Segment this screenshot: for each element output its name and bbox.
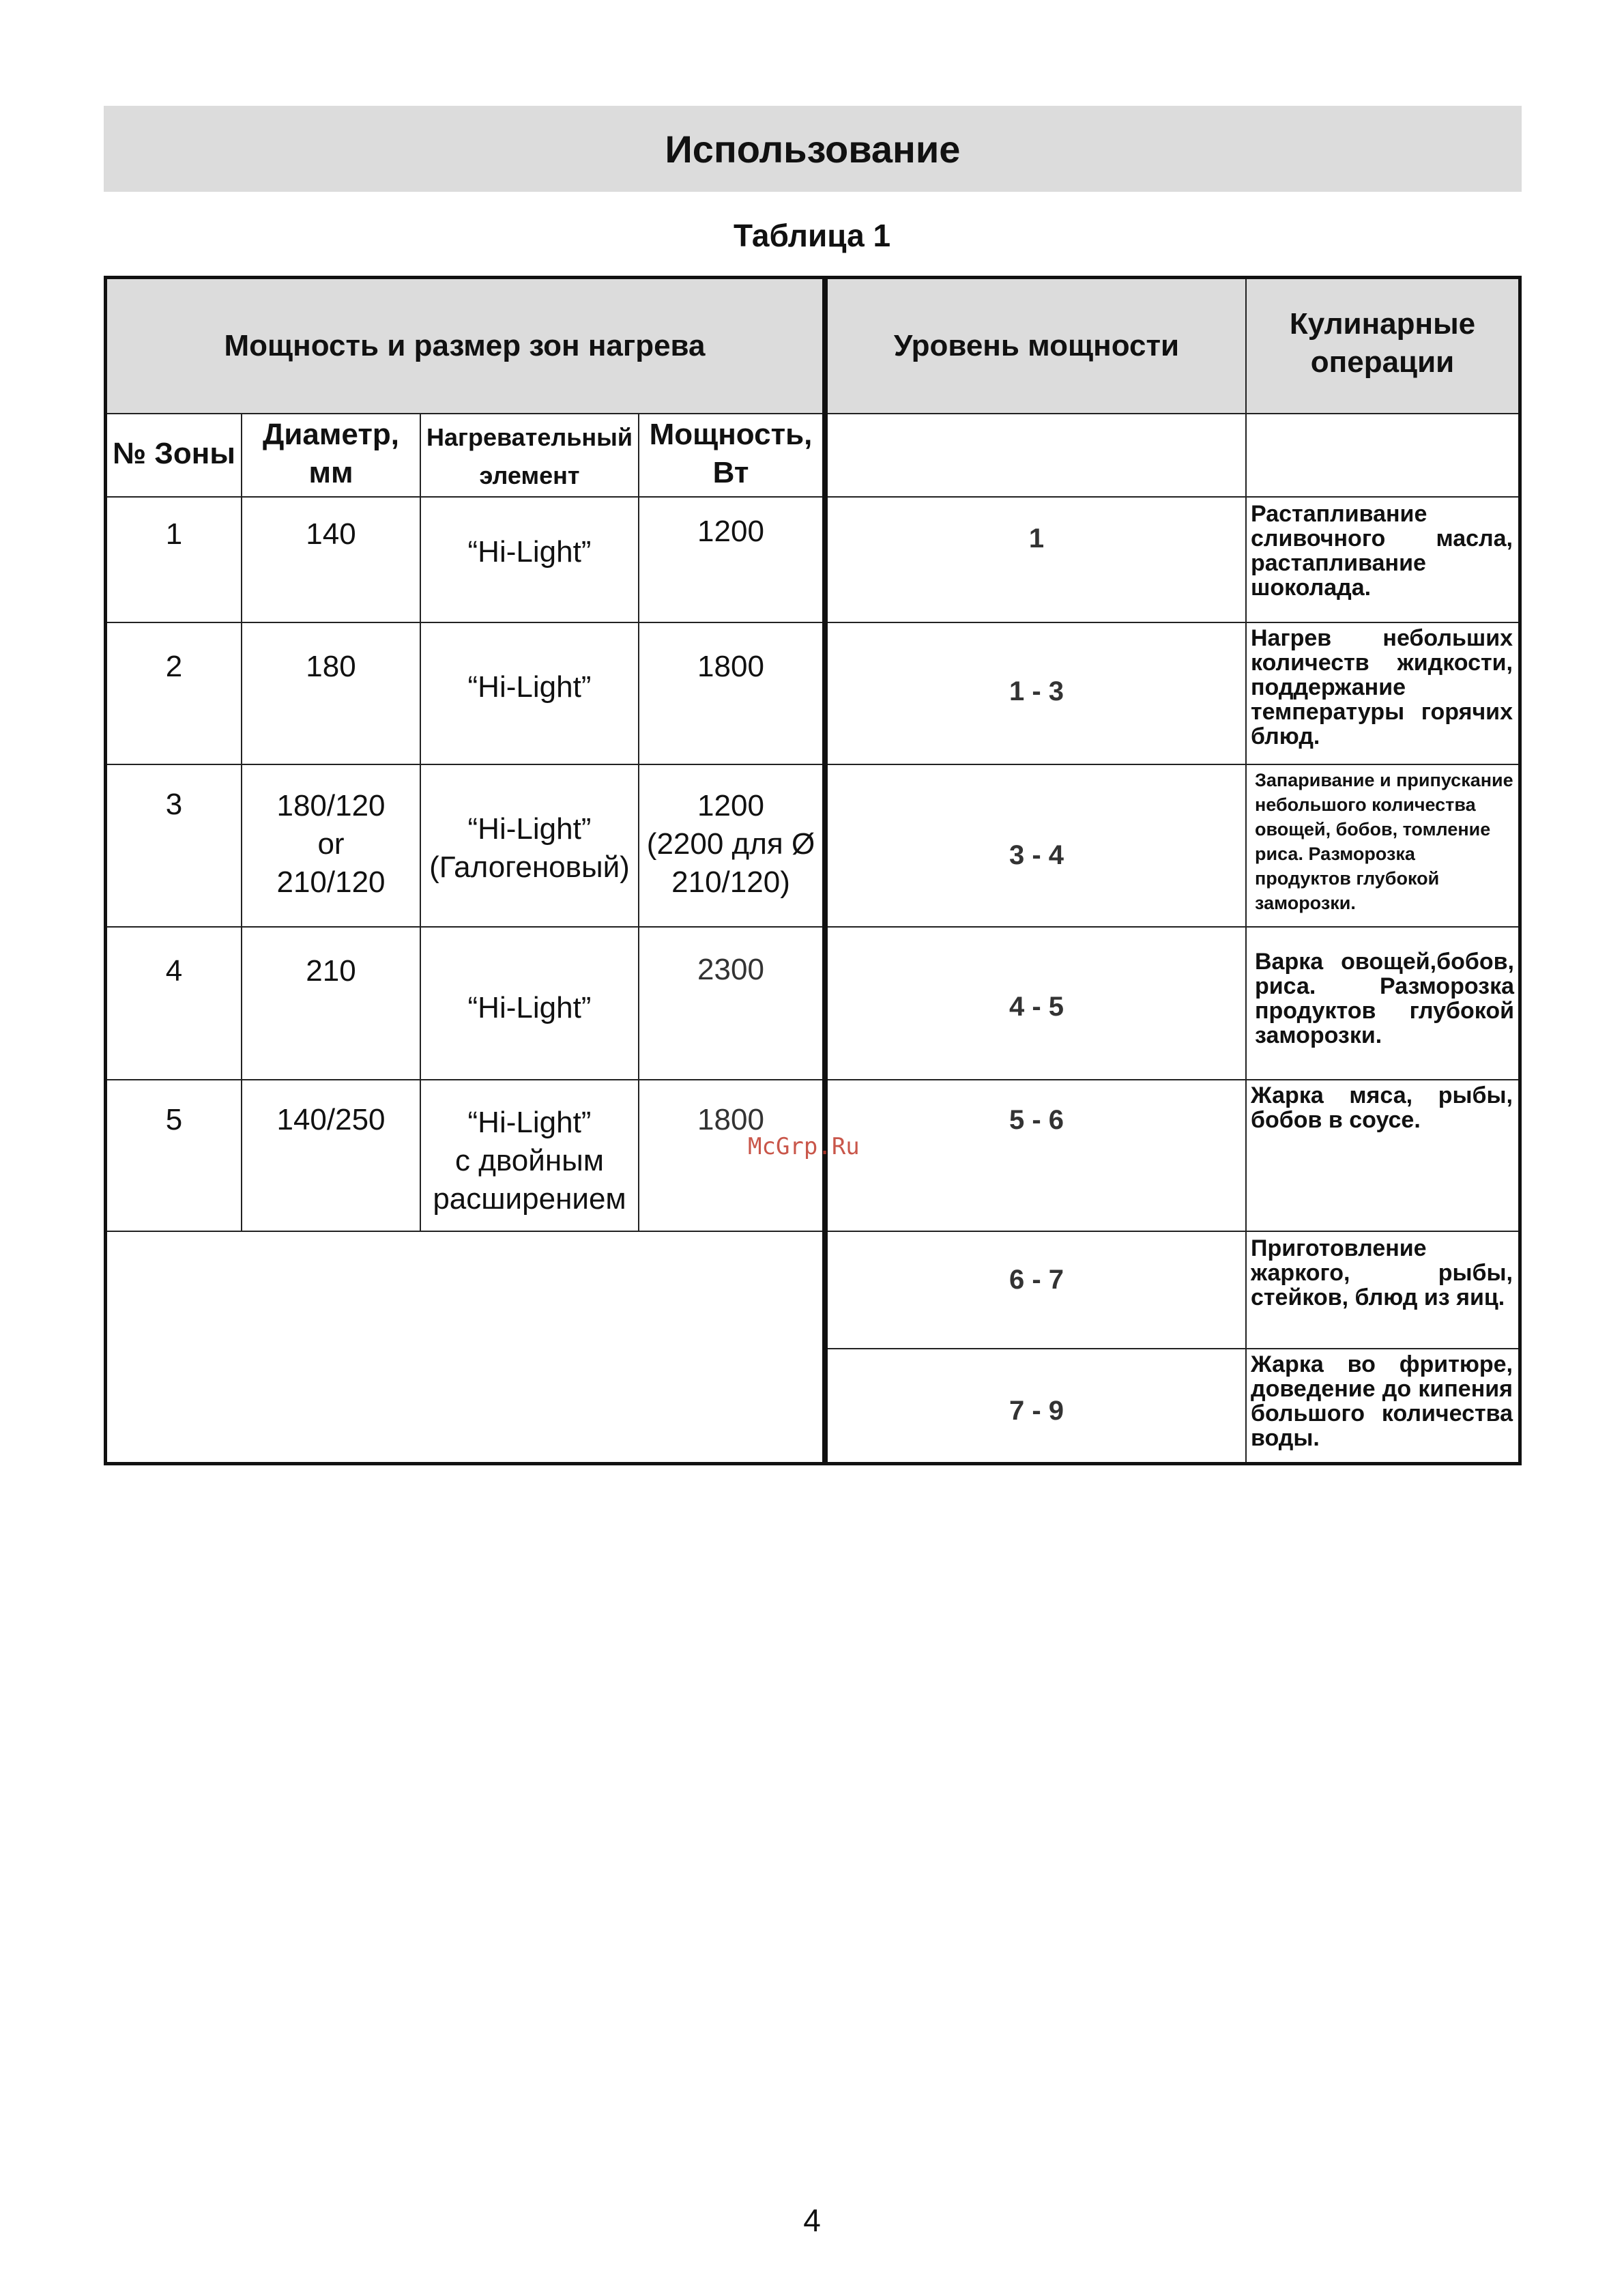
divider	[1245, 279, 1247, 1462]
zone-number: 2	[165, 650, 183, 683]
zone-diameter: 180	[306, 650, 356, 683]
zone-diameter: 210	[306, 954, 356, 988]
cooking-operation: Варка овощей,бобов, риса. Разморозка продуктов глубокой заморозки.	[1255, 949, 1514, 1048]
section-title: Использование	[665, 127, 961, 171]
zone-power: 1800	[697, 650, 764, 683]
divider	[822, 279, 828, 1462]
zone-element: “Hi-Light”	[467, 535, 592, 569]
zone-number: 1	[165, 517, 183, 551]
zone-element: “Hi-Light”	[467, 670, 592, 704]
power-level: 5 - 6	[1009, 1105, 1064, 1135]
power-level: 1	[1028, 523, 1045, 554]
zone-number: 3	[165, 788, 183, 821]
cooking-operation: Жарка мяса, рыбы, бобов в соусе.	[1251, 1082, 1513, 1133]
watermark: McGrp.Ru	[748, 1133, 860, 1160]
cooking-operation: Нагрев небольших количеств жидкости, поддержание температуры горячих блюд.	[1251, 625, 1513, 749]
zone-diameter: 180/120 or 210/120	[276, 789, 386, 899]
zone-diameter: 140/250	[276, 1103, 386, 1136]
divider	[107, 1231, 1518, 1232]
zone-number: 5	[165, 1103, 183, 1136]
divider	[107, 926, 1518, 928]
zone-number: 4	[165, 954, 183, 988]
table-caption: Таблица 1	[733, 218, 891, 253]
divider	[107, 764, 1518, 765]
zone-diameter: 140	[306, 517, 356, 551]
subheader-zone: № Зоны	[113, 437, 235, 470]
header-cooking-operations: Кулинарные операции	[1289, 307, 1476, 379]
divider	[107, 1079, 1518, 1080]
divider	[107, 496, 1518, 498]
subheader-diameter: Диаметр, мм	[263, 418, 399, 489]
header-zones-group: Мощность и размер зон нагрева	[224, 329, 706, 362]
subheader-power: Мощность, Вт	[649, 418, 813, 489]
zone-power: 1200 (2200 для Ø 210/120)	[646, 789, 815, 899]
zone-element: “Hi-Light” с двойным расширением	[433, 1106, 626, 1216]
divider	[826, 1348, 1518, 1349]
cooking-operation: Жарка во фритюре, доведение до кипения большого количества воды.	[1251, 1351, 1513, 1451]
cooking-operation: Приготовление жаркого, рыбы, стейков, блюд из яиц.	[1251, 1235, 1513, 1310]
section-title-banner	[104, 106, 1522, 192]
cooking-operation: Запаривание и припускание небольшого количества овощей, бобов, томление риса. Разморозка продуктов глубокой заморозки.	[1255, 770, 1513, 913]
header-power-level: Уровень мощности	[893, 329, 1180, 362]
power-level: 6 - 7	[1009, 1265, 1064, 1295]
zone-element: “Hi-Light”	[467, 991, 592, 1024]
zone-power: 2300	[697, 953, 764, 986]
page-number: 4	[803, 2202, 821, 2238]
zone-power: 1200	[697, 515, 764, 548]
power-level: 1 - 3	[1009, 676, 1064, 706]
zone-power: 1800	[697, 1103, 764, 1136]
power-level: 7 - 9	[1009, 1396, 1064, 1426]
divider	[107, 413, 1518, 414]
power-level: 3 - 4	[1009, 840, 1064, 870]
zone-element: “Hi-Light” (Галогеновый)	[429, 812, 630, 884]
power-level: 4 - 5	[1009, 992, 1064, 1022]
power-table	[104, 276, 1522, 1465]
subheader-element: Нагревательный элемент	[426, 423, 633, 489]
divider	[107, 622, 1518, 623]
cooking-operation: Растапливание сливочного масла, растапливание шоколада.	[1251, 501, 1513, 601]
